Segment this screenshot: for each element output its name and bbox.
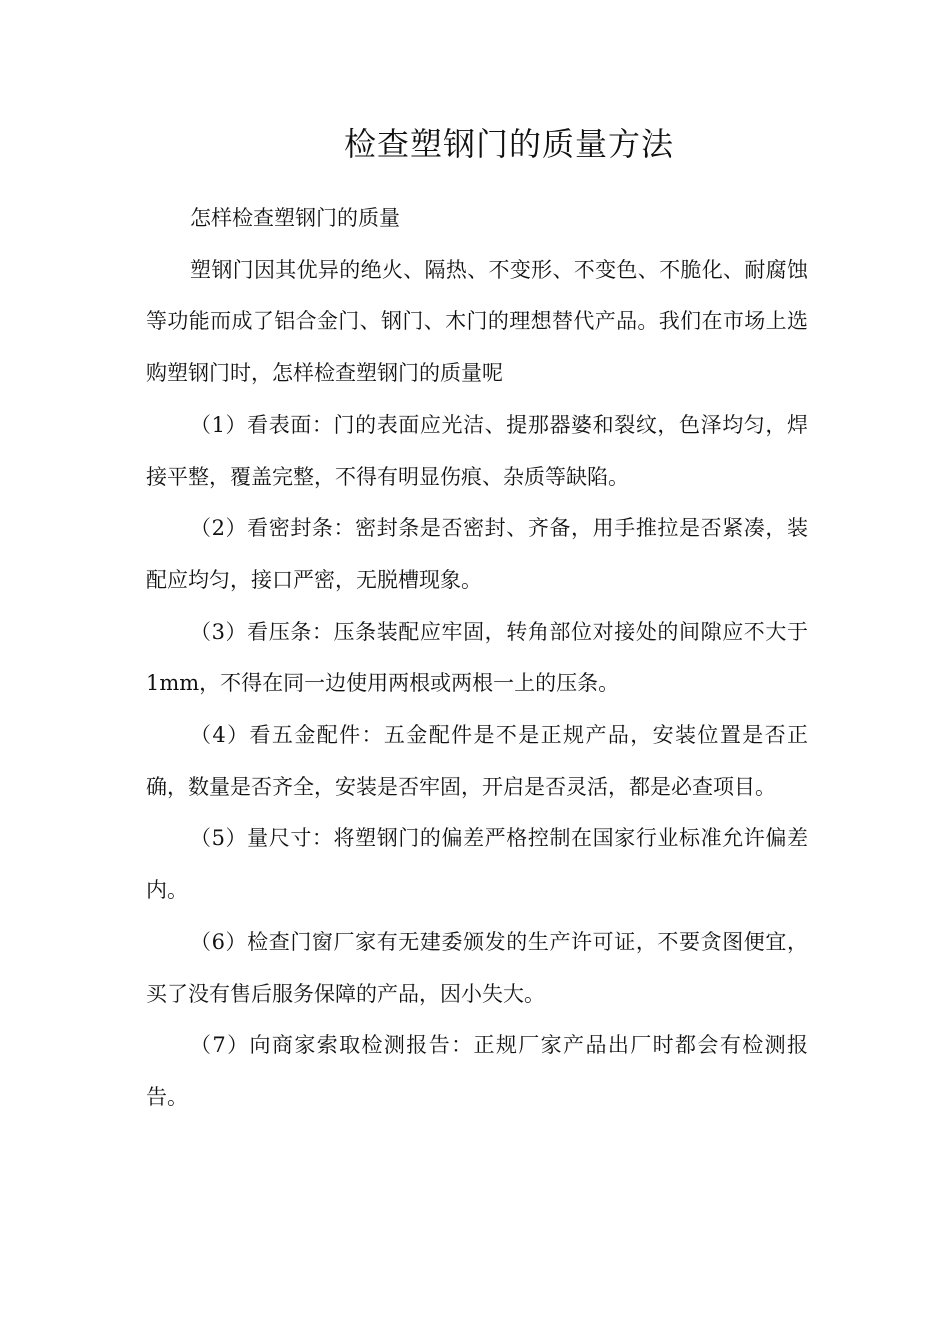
paragraph-item-4: （4）看五金配件：五金配件是不是正规产品，安装位置是否正确，数量是否齐全，安装是否牢固，开启是否灵活，都是必查项目。 xyxy=(146,723,808,799)
paragraph-intro: 塑钢门因其优异的绝火、隔热、不变形、不变色、不脆化、耐腐蚀等功能而成了铝合金门、钢门、木门的理想替代产品。我们在市场上选购塑钢门时，怎样检查塑钢门的质量呢 xyxy=(146,257,808,386)
paragraph-item-5: （5）量尺寸：将塑钢门的偏差严格控制在国家行业标准允许偏差内。 xyxy=(146,826,808,903)
document-title: 检查塑钢门的质量方法 xyxy=(343,125,674,163)
paragraph-item-2: （2）看密封条：密封条是否密封、齐备，用手推拉是否紧凑，装配应均匀，接口严密，无脱槽现象。 xyxy=(146,516,808,592)
paragraph-item-7: （7）向商家索取检测报告：正规厂家产品出厂时都会有检测报告。 xyxy=(146,1033,808,1109)
paragraph-item-1: （1）看表面：门的表面应光洁、提那器婆和裂纹，色泽均匀，焊接平整，覆盖完整，不得有明显伤痕、杂质等缺陷。 xyxy=(146,412,808,489)
document-body xyxy=(146,193,808,1124)
paragraph-subtitle: 怎样检查塑钢门的质量 xyxy=(190,206,400,230)
paragraph-item-6: （6）检查门窗厂家有无建委颁发的生产许可证，不要贪图便宜，买了没有售后服务保障的产品，因小失大。 xyxy=(146,929,808,1006)
paragraph-item-3: （3）看压条：压条装配应牢固，转角部位对接处的间隙应不大于 1mm，不得在同一边使用两根或两根一上的压条。 xyxy=(146,619,808,696)
